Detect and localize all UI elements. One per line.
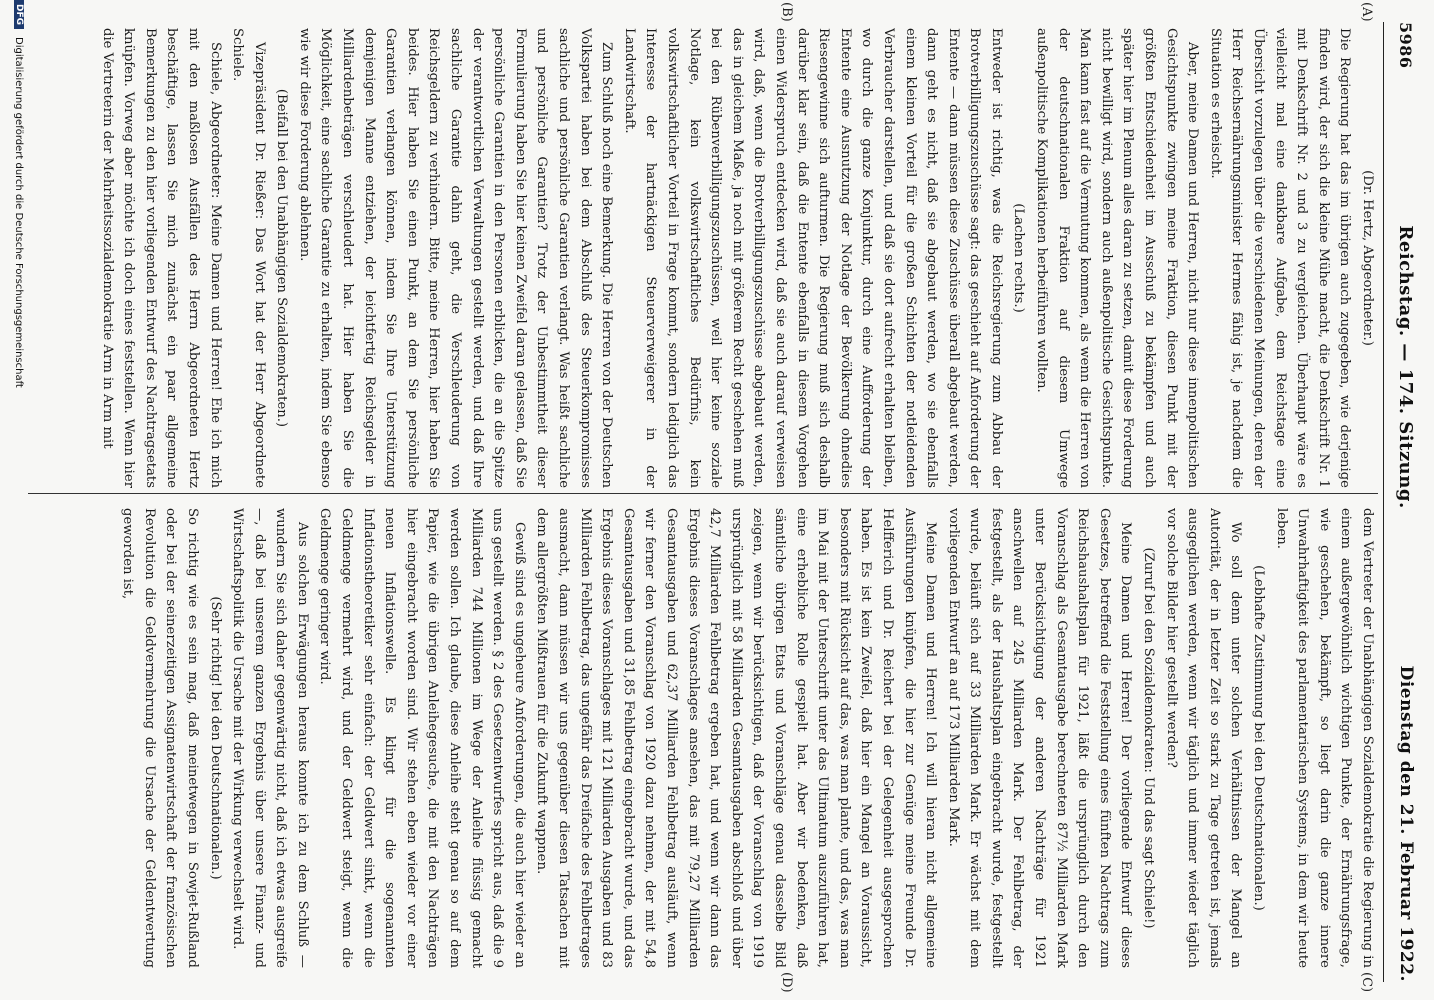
right-text-column bbox=[18, 508, 1378, 968]
document-body bbox=[14, 0, 1434, 1000]
column-divider bbox=[28, 493, 1378, 494]
session-title: Reichstag. — 174. Sitzung. bbox=[1395, 225, 1417, 509]
paragraph: Die Regierung hat das im übrigen auch zugegeben, wie derjenige finden wird, der sich die kleine Mühe macht, die Denkschrift Nr. 1 mit Denkschrift Nr. 2 und 3 zu vergleichen. Überhaupt wäre es vielleicht mal eine dankbare Aufgabe, dem Reichstage eine Übersicht vorzulegen über die verschiedenen Meinungen, deren der Herr Reichsernährungsminister Hermes fähig ist, je nachdem die Situation es erheischt. bbox=[1207, 28, 1353, 488]
paragraph: Gewiß sind es ungeheure Anforderungen, die auch hier wieder an uns gestellt werden. § 2 des Gesetzentwurfes spricht aus, daß die 9 Milliarden 744 Millionen im Wege der Anleihe flüssig gemacht werden sollen. Ich glaube, diese Anleihe steht genau so auf dem Papier, wie die übrigen Anleihegesuche, die mit den Nachträgen hier eingebracht worden sind. Wir stehen eben wieder vor einer neuen Inflationswelle. Es klingt für die sogenannten Inflationstheoretiker sehr einfach: der Geldwert sinkt, wenn die Geldmenge vermehrt wird, und der Geldwert steigt, wenn die Geldmenge geringer wird. bbox=[317, 508, 527, 968]
page-number: 5986 bbox=[1396, 22, 1416, 69]
paragraph: (Beifall bei den Unabhängigen Sozialdemokraten.) bbox=[274, 88, 290, 428]
margin-marker-c: (C) bbox=[1359, 972, 1374, 993]
paragraph: (Lachen rechts.) bbox=[1011, 203, 1027, 313]
paragraph: Wo soll denn unter solchen Verhältnissen der Mangel an Autorität, der in letzter Zeit so stark zu Tage getreten ist, jemals ausgeglichen werden, wenn wir täglich und immer wieder täglich vor solche Bilder hier gestellt werden? bbox=[1163, 508, 1244, 968]
page-header bbox=[1383, 22, 1428, 982]
paragraph: Zum Schluß noch eine Bemerkung. Die Herren von der Deutschen Volkspartei haben bei dem Abschluß des Steuerkompromisses sachliche und persönliche Garantien verlangt. Was heißt sachliche und persönliche Garantien? Trotz der Unbestimmtheit dieser Formulierung haben Sie hier keinen Zweifel daran gelassen, daß Sie persönliche Garantien in den Personen erblicken, die an die Spitze der verantwortlichen Verwaltungen gestellt werden, und daß Ihre sachliche Garantie dahin geht, die Verschleuderung von Reichsgeldern zu verhindern. Bitte, meine Herren, hier haben Sie beides. Hier haben Sie einen Punkt, an dem Sie persönliche Garantien verlangen können, indem Sie Ihre Unterstützung demjenigen Manne entziehen, der leichtfertig Reichsgelder in Milliardenbeträgen verschleudert hat. Hier haben Sie die Möglichkeit, eine sachliche Garantie zu erhalten, indem Sie ebenso wie wir diese Forderung ablehnen. bbox=[296, 28, 615, 488]
paragraph: Aber, meine Damen und Herren, nicht nur diese innenpolitischen Gesichtspunkte zwingen meine Fraktion, diesen Punkt mit der größten Entschiedenheit im Ausschuß zu bekämpfen und auch später hier im Plenum alles daran zu setzen, damit diese Forderung nicht bewilligt wird, sondern auch außenpolitische Gesichtspunkte. Man kann fast auf die Vermutung kommen, als wenn die Herren von der deutschnationalen Fraktion auf diesem Umwege außenpolitische Komplikationen herbeiführen wollten. bbox=[1034, 28, 1201, 488]
paragraph: Meine Damen und Herren! Der vorliegende Entwurf dieses Gesetzes, betreffend die Feststellung eines fünften Nachtrags zum Reichshaushaltsplan für 1921, läßt die ursprünglich durch den Voranschlag als Gesamtausgabe berechneten 87½ Milliarden Mark unter Berücksichtigung der anderen Nachträge für 1921 anschwellen auf 245 Milliarden Mark. Der Fehlbetrag, der festgestellt, als der Haushaltsplan eingebracht wurde, festgestellt wurde, beläuft sich auf 33 Milliarden Mark. Er wächst mit dem vorliegenden Entwurf an auf 173 Milliarden Mark. bbox=[945, 508, 1134, 968]
dfg-logo: DFG bbox=[14, 0, 24, 29]
margin-marker-a: (A) bbox=[1359, 2, 1374, 22]
paragraph: Entweder ist richtig, was die Reichsregierung zum Abbau der Brotverbilligungszuschüsse sagt: das geschieht auf Anforderung der Entente — dann müssen diese Zuschüsse überall abgebaut werden, dann geht es nicht, daß sie abgebaut werden, wo sie ebenfalls einem kleinen Vorteil für die großen Schichten der notleidenden Verbraucher darstellen, und daß sie dort aufrecht erhalten bleiben, wo durch die ganze Konjunktur, durch eine Aufforderung der Entente eine Ausnutzung der Notlage der Bevölkerung ohnedies Riesengewinne sich aufturmen. Die Regierung muß sich deshalb darüber klar sein, daß die Entente ebenfalls in diesem Vorgehen einen Widerspruch entdecken wird, daß sie auch darauf verweisen wird, daß, wenn die Brotverbilligungszuschüsse abgebaut werden, das in gleichem Maße, ja noch mit größerem Recht geschehen muß bei den Rübenverbilligungszuschüssen, weil hier keine soziale Notlage, kein volkswirtschaftliches Bedürfnis, kein volkswirtschaftlicher Vorteil in Frage kommt, sondern lediglich das Interesse der hartnäckigen Steuerverweigerer in der Landwirtschaft. bbox=[621, 28, 1004, 488]
paragraph: Vizepräsident Dr. Rießer: Das Wort hat der Herr Abgeordnete Schiele. bbox=[230, 28, 267, 488]
left-text-column bbox=[18, 28, 1378, 488]
paragraph: Aus solchen Erwägungen heraus konnte ich zu dem Schluß — wundern Sie sich daher gegenwärtig nicht, daß ich etwas ausgreife —, daß bei unserem ganzen Ergebnis über unsere Finanz- und Wirtschaftspolitik die Ursache mit der Wirkung verwechselt wird. bbox=[230, 508, 310, 968]
paragraph: (Lebhafte Zustimmung bei den Deutschnationalen.) bbox=[1251, 565, 1267, 911]
paragraph: (Sehr richtig! bei den Deutschnationalen.) bbox=[207, 596, 223, 880]
paragraph: (Dr. Hertz, Abgeordneter.) bbox=[1360, 170, 1375, 346]
paragraph: Schiele, Abgeordneter: Meine Damen und Herren! Ehe ich mich mit den maßlosen Ausfällen des Herrn Abgeordneten Hertz beschäftige, lassen Sie mich zunächst ein paar allgemeine Bemerkungen zu den hier vorliegenden Entwurf des Nachtragsetats knüpfen. Vorweg aber möchte ich doch eines feststellen. Wenn hier die Vertreterin der Mehrheitssozialdemokratie Arm in Arm mit bbox=[99, 28, 223, 488]
footer-credit: Digitalisierung gefördert durch die Deutsche Forschungsgemeinschaft bbox=[13, 37, 25, 388]
paragraph: So richtig wie es sein mag, daß meinetwegen in Sowjet-Rußland oder bei der seinerzeitigen Assignatenwirtschaft der französischen Revolution die Geldvermehrung die Ursache der Geldentwertung geworden ist, bbox=[120, 508, 200, 968]
margin-marker-d: (D) bbox=[779, 972, 794, 993]
paragraph: Meine Damen und Herren! Ich will hieran nicht allgemeine Ausführungen knüpfen, die hier zur Genüge meine Freunde Dr. Helfferich und Dr. Reichert bei der Gelegenheit ausgesprochen haben. Es ist kein Zweifel, daß hier ein Mangel an Voraussicht, besonders mit Rücksicht auf das, was man plante, und das, was man im Mai mit der Unterschrift unter das Ultimatum auszuführen hat, eine erhebliche Rolle gespielt hat. Aber wir bedenken, daß sämtliche übrigen Etats und Voranschläge genau dasselbe Bild zeigen, wenn wir berücksichtigen, daß der Voranschlag von 1919 ursprünglich mit 58 Milliarden Gesamtausgaben abschloß und über 42,7 Milliarden Fehlbetrag ergeben hat, und wenn wir dann das Ergebnis dieses Voranschlages ansehen, das mit 79,27 Milliarden Gesamtausgaben und 62,37 Milliarden Fehlbetrag ausläuft, wenn wir ferner den Voranschlag von 1920 dazu nehmen, der mit 54,8 Gesamtausgaben und 31,85 Fehlbetrag eingebracht wurde, und das Ergebnis dieses Voranschlages mit 121 Milliarden Ausgaben und 83 Milliarden Fehlbetrag, das ungefähr das Dreifache des Fehlbetrages ausmacht, dann müssen wir uns gegenüber diesen Tatsachen mit dem allergrößten Mißtrauen für die Zukunft wappnen. bbox=[534, 508, 939, 968]
paragraph: dem Vertreter der Unabhängigen Sozialdemokratie die Regierung in einem außergewöhnlich wichtigen Punkte, der Ernährungsfrage, wie geschehen, bekämpft, so liegt darin die ganze innere Unwahrhaftigkeit des parlamentarischen Systems, in dem wir heute leben. bbox=[1273, 508, 1375, 968]
paragraph: (Zuruf bei den Sozialdemokraten: Und das sagt Schiele!) bbox=[1141, 547, 1157, 929]
margin-marker-b: (B) bbox=[779, 2, 794, 22]
session-date: Dienstag den 21. Februar 1922. bbox=[1396, 665, 1416, 982]
footer bbox=[9, 0, 29, 1000]
